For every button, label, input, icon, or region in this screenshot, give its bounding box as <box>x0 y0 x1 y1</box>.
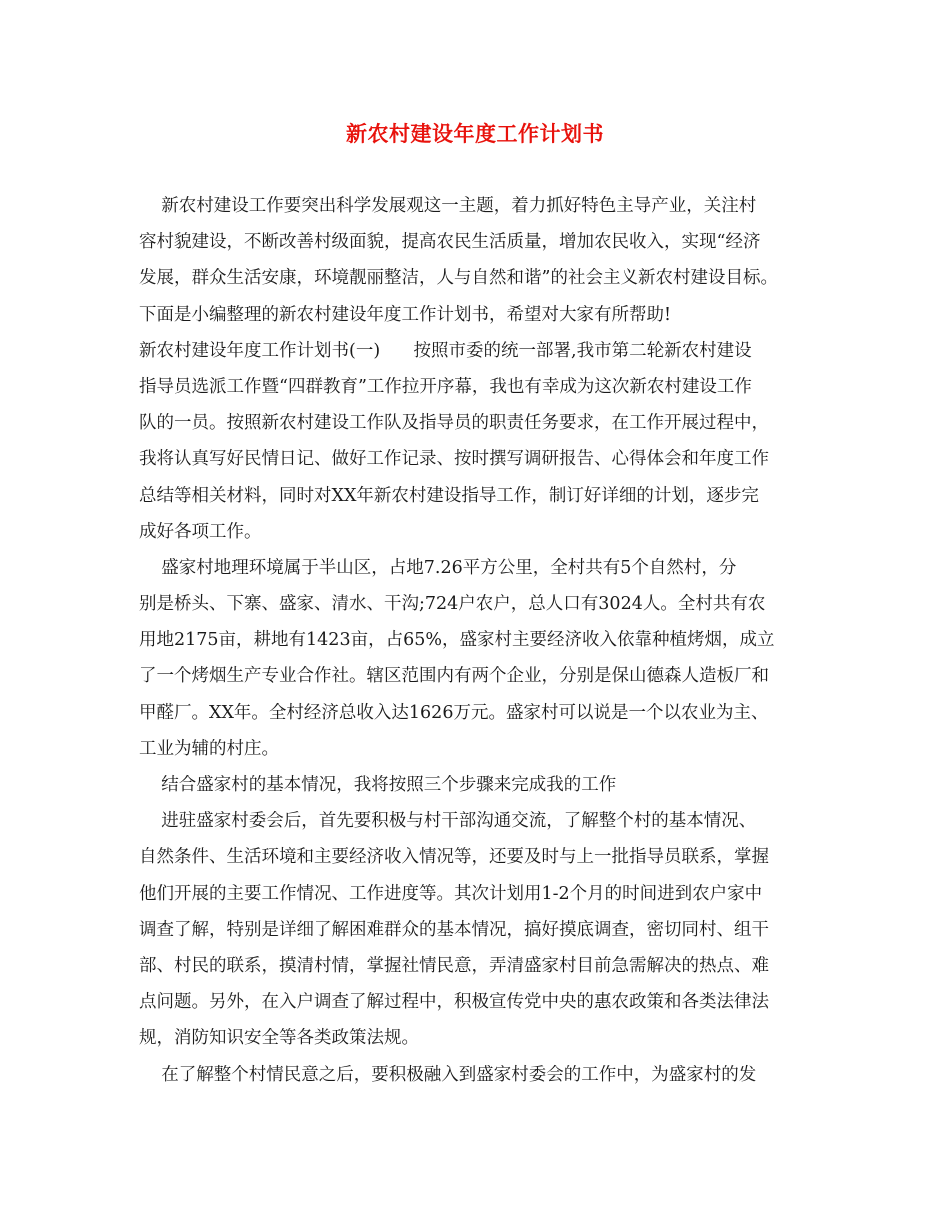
text-line: 发展，群众生活安康，环境靓丽整洁，人与自然和谐”的社会主义新农村建设目标。 <box>139 268 778 289</box>
text-line: 用地2175亩，耕地有1423亩，占65%，盛家村主要经济收入依靠种植烤烟，成立 <box>139 630 775 651</box>
text-line: 下面是小编整理的新农村建设年度工作计划书，希望对大家有所帮助! <box>139 304 672 325</box>
text-line: 指导员选派工作暨“四群教育”工作拉开序幕，我也有幸成为这次新农村建设工作 <box>139 376 752 397</box>
text-line: 调查了解，特别是详细了解困难群众的基本情况，搞好摸底调查，密切同村、组干 <box>139 919 769 940</box>
text-line: 成好各项工作。 <box>139 521 262 542</box>
text-line: 自然条件、生活环境和主要经济收入情况等，还要及时与上一批指导员联系，掌握 <box>139 847 769 868</box>
text-line: 点问题。另外，在入户调查了解过程中，积极宣传党中央的惠农政策和各类法律法 <box>139 992 769 1013</box>
text-line: 结合盛家村的基本情况，我将按照三个步骤来完成我的工作 <box>139 775 617 795</box>
text-line: 盛家村地理环境属于半山区，占地7.26平方公里，全村共有5个自然村，分 <box>139 557 737 578</box>
text-line: 工业为辅的村庄。 <box>139 738 279 759</box>
document-body <box>139 188 829 1093</box>
text-line: 部、村民的联系，摸清村情，掌握社情民意，弄清盛家村目前急需解决的热点、难 <box>139 955 769 976</box>
text-line: 队的一员。按照新农村建设工作队及指导员的职责任务要求，在工作开展过程中， <box>139 413 769 434</box>
text-line: 了一个烤烟生产专业合作社。辖区范围内有两个企业，分别是保山德森人造板厂和 <box>139 666 769 687</box>
text-line: 新农村建设工作要突出科学发展观这一主题，着力抓好特色主导产业，关注村 <box>139 196 757 216</box>
text-line: 在了解整个村情民意之后，要积极融入到盛家村委会的工作中，为盛家村的发 <box>139 1064 757 1085</box>
document-title: 新农村建设年度工作计划书 <box>346 121 604 146</box>
text-line: 总结等相关材料，同时对XX年新农村建设指导工作，制订好详细的计划，逐步完 <box>139 485 759 506</box>
text-line: 别是桥头、下寨、盛家、清水、干沟;724户农户，总人口有3024人。全村共有农 <box>139 594 766 615</box>
text-line: 容村貌建设，不断改善村级面貌，提高农民生活质量，增加农民收入，实现“经济 <box>139 232 761 253</box>
text-line: 我将认真写好民情日记、做好工作记录、按时撰写调研报告、心得体会和年度工作 <box>139 449 769 470</box>
text-line: 进驻盛家村委会后，首先要积极与村干部沟通交流，了解整个村的基本情况、 <box>139 811 757 832</box>
text-line: 新农村建设年度工作计划书(一) 按照市委的统一部署,我市第二轮新农村建设 <box>139 340 752 361</box>
text-line: 规，消防知识安全等各类政策法规。 <box>139 1028 419 1049</box>
text-line: 他们开展的主要工作情况、工作进度等。其次计划用1-2个月的时间进到农户家中 <box>139 883 763 904</box>
text-line: 甲醛厂。XX年。全村经济总收入达1626万元。盛家村可以说是一个以农业为主、 <box>139 702 769 723</box>
